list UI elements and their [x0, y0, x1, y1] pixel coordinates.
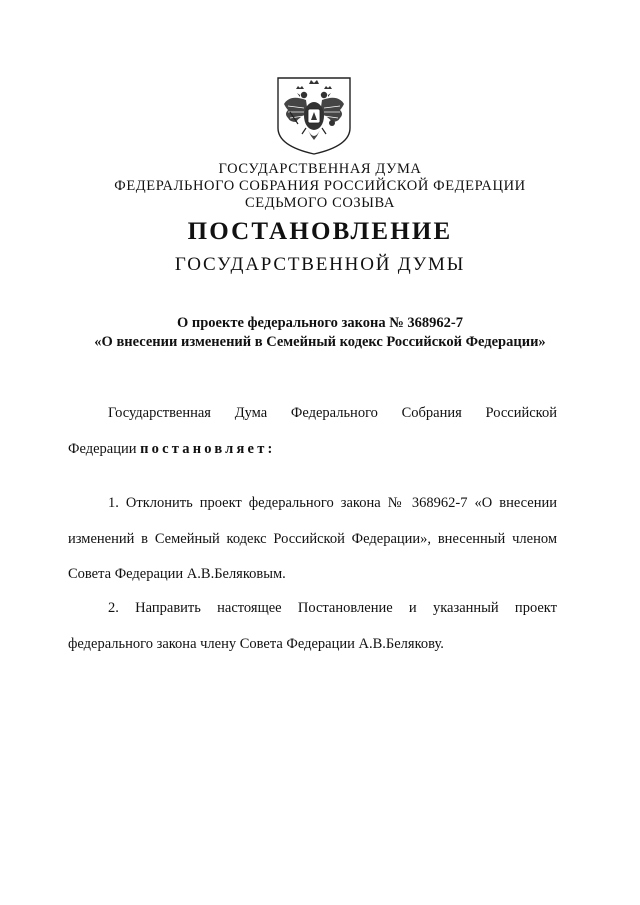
- item-2-line-2: федерального закона члену Совета Федерации А.В.Белякову.: [68, 636, 444, 652]
- subject-line-1: О проекте федерального закона № 368962-7: [176, 315, 464, 331]
- item-1-line-2: изменений в Семейный кодекс Российской Федерации», внесенный членом: [68, 531, 557, 547]
- org-title-line-2: ФЕДЕРАЛЬНОГО СОБРАНИЯ РОССИЙСКОЙ ФЕДЕРАЦИИ: [114, 178, 526, 194]
- item-1-line-3: Совета Федерации А.В.Беляковым.: [68, 566, 286, 582]
- decree-word: постановляет:: [140, 441, 276, 457]
- intro-text-line-1: Государственная Дума Федерального Собрания Российской: [108, 405, 557, 421]
- intro-text-line-2: [68, 440, 276, 458]
- item-2-line-1: 2. Направить настоящее Постановление и указанный проект: [108, 600, 557, 616]
- russian-coat-of-arms-icon: [276, 76, 352, 156]
- document-type-heading: ПОСТАНОВЛЕНИЕ: [187, 218, 453, 245]
- document-issuer-heading: ГОСУДАРСТВЕННОЙ ДУМЫ: [174, 254, 466, 275]
- org-title-line-3: СЕДЬМОГО СОЗЫВА: [245, 195, 395, 211]
- org-title-line-1: ГОСУДАРСТВЕННАЯ ДУМА: [218, 161, 422, 177]
- subject-line-2: «О внесении изменений в Семейный кодекс Российской Федерации»: [94, 334, 546, 350]
- item-1-line-1: 1. Отклонить проект федерального закона № 368962-7 «О внесении: [108, 495, 557, 511]
- intro-prefix: Федерации: [68, 441, 141, 457]
